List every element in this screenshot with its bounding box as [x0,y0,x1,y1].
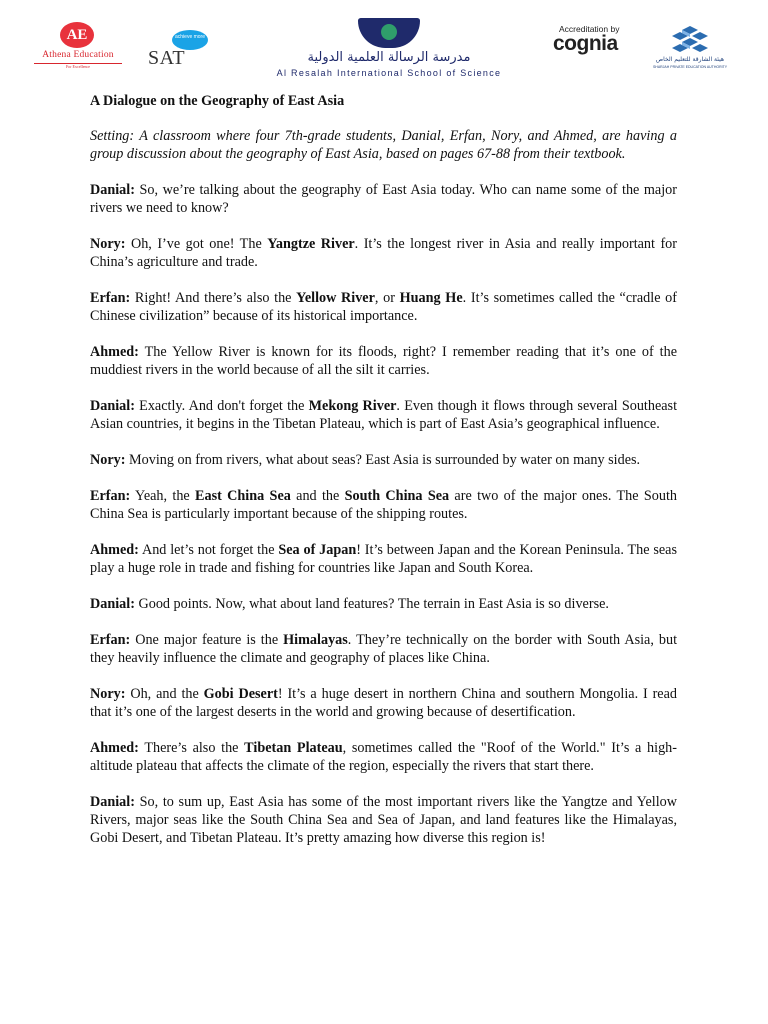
key-term: East China Sea [195,488,291,504]
key-term: Yangtze River [267,236,355,252]
turn-text: . It’s sometimes called the “cradle of Chinese civilization” because of its historical importance. [90,290,677,324]
turn-text: . Even though it flows through several Southeast Asian countries, it begins in the Tibetan Plateau, which is part of East Asia’s geographical influence. [90,398,678,432]
turn-text: , or [374,290,400,306]
dialogue-turn [90,343,677,379]
school-name-english: Al Resalah International School of Science [276,68,502,78]
speaker-name: Erfan: [90,488,131,504]
turn-text: So, to sum up, East Asia has some of the most important rivers like the Yangtze and Yellow Rivers, major seas like the South China Sea and Sea of Japan, and land features like the Himalayas, Gobi Desert, and Tibetan Plateau. It’s pretty amazing how diverse this region is! [90,794,678,846]
speaker-name: Ahmed: [90,542,139,558]
speaker-name: Danial: [90,794,135,810]
speaker-name: Nory: [90,236,126,252]
key-term: Mekong River [308,398,397,414]
speaker-name: Erfan: [90,632,131,648]
key-term: Sea of Japan [278,542,357,558]
dialogue-turn [90,541,677,577]
spea-name-arabic: هيئة الشارقة للتعليم الخاص [655,56,725,63]
speaker-name: Nory: [90,686,126,702]
document-title: A Dialogue on the Geography of East Asia [90,93,345,109]
spea-cubes-icon [668,26,712,56]
cognia-logo [553,24,637,56]
turn-text: ! It’s between Japan and the Korean Peninsula. The seas play a huge role in trade and fishing for countries like Japan and South Korea. [90,542,677,576]
sat-logo [146,30,210,70]
turn-text: Oh, I’ve got one! The [130,236,268,252]
turn-text: , sometimes called the "Roof of the World." It’s a high-altitude plateau that affects the climate of the region, especially the rivers that start there. [90,740,677,774]
turn-text: And let’s not forget the [141,542,279,558]
athena-education-logo [30,22,126,70]
document-body [90,92,677,865]
school-emblem-icon [381,24,397,40]
dialogue-turn [90,739,677,775]
speaker-name: Ahmed: [90,740,139,756]
school-logo [234,18,544,78]
turn-text: Right! And there’s also the [134,290,297,306]
spea-name-english: SHARJAH PRIVATE EDUCATION AUTHORITY [652,65,728,69]
turn-text: So, we’re talking about the geography of East Asia today. Who can name some of the major rivers we need to know? [90,182,677,216]
key-term: Huang He [399,290,463,306]
athena-name: Athena Education [42,50,114,60]
key-term: Tibetan Plateau [244,740,343,756]
speaker-name: Danial: [90,182,135,198]
dialogue-turn [90,685,677,721]
athena-mark-icon: AE [60,22,94,48]
dialogue-turn [90,181,677,217]
dialogue-turn [90,793,677,847]
sat-text: SAT [148,47,186,69]
turn-text: One major feature is the [135,632,284,648]
sat-bubble-icon: achieve more [172,30,208,50]
turn-text: The Yellow River is known for its floods, right? I remember reading that it’s one of the muddiest rivers in the world because of all the silt it carries. [90,344,677,378]
spea-logo [640,26,740,72]
dialogue-turn [90,289,677,325]
turn-text: Oh, and the [130,686,204,702]
turn-text: . It’s the longest river in Asia and really important for China’s agriculture and trade. [90,236,677,270]
turn-text: ! It’s a huge desert in northern China and southern Mongolia. I read that it’s one of the largest deserts in the world and growing because of desertification. [90,686,677,720]
cognia-caption: Accreditation by [559,24,620,34]
turn-text: Exactly. And don't forget the [139,398,309,414]
dialogue-turn [90,451,677,469]
speaker-name: Danial: [90,596,135,612]
key-term: Yellow River [296,290,375,306]
dialogue-turn [90,397,677,433]
cognia-wordmark: cognia [553,32,618,55]
dialogue-turn [90,631,677,667]
key-term: South China Sea [344,488,450,504]
speaker-name: Ahmed: [90,344,139,360]
speaker-name: Nory: [90,452,126,468]
key-term: Gobi Desert [203,686,278,702]
turn-text: Yeah, the [135,488,196,504]
turn-text: There’s also the [144,740,245,756]
turn-text: Moving on from rivers, what about seas? East Asia is surrounded by water on many sides. [129,452,641,468]
turn-text: Good points. Now, what about land features? The terrain in East Asia is so diverse. [138,596,609,612]
speaker-name: Erfan: [90,290,131,306]
dialogue-turn [90,595,677,613]
turn-text: . They’re technically on the border with South Asia, but they heavily influence the climate and geography of places like China. [90,632,678,666]
key-term: Himalayas [283,632,348,648]
speaker-name: Danial: [90,398,135,414]
school-shield-icon [358,18,420,48]
dialogue-turn [90,235,677,271]
turn-text: and the [290,488,345,504]
dialogue-turn [90,487,677,523]
setting-paragraph: Setting: A classroom where four 7th-grade students, Danial, Erfan, Nory, and Ahmed, are having a group discussion about the geography of East Asia, based on pages 67-88 from their textbook. [90,128,677,162]
athena-tagline: For Excellence [65,64,91,69]
turn-text: are two of the major ones. The South China Sea is particularly important because of the shipping routes. [90,488,677,522]
school-name-arabic: مدرسة الرسالة العلمية الدولية [307,50,471,65]
dialogue [90,181,677,847]
letterhead [0,0,768,80]
